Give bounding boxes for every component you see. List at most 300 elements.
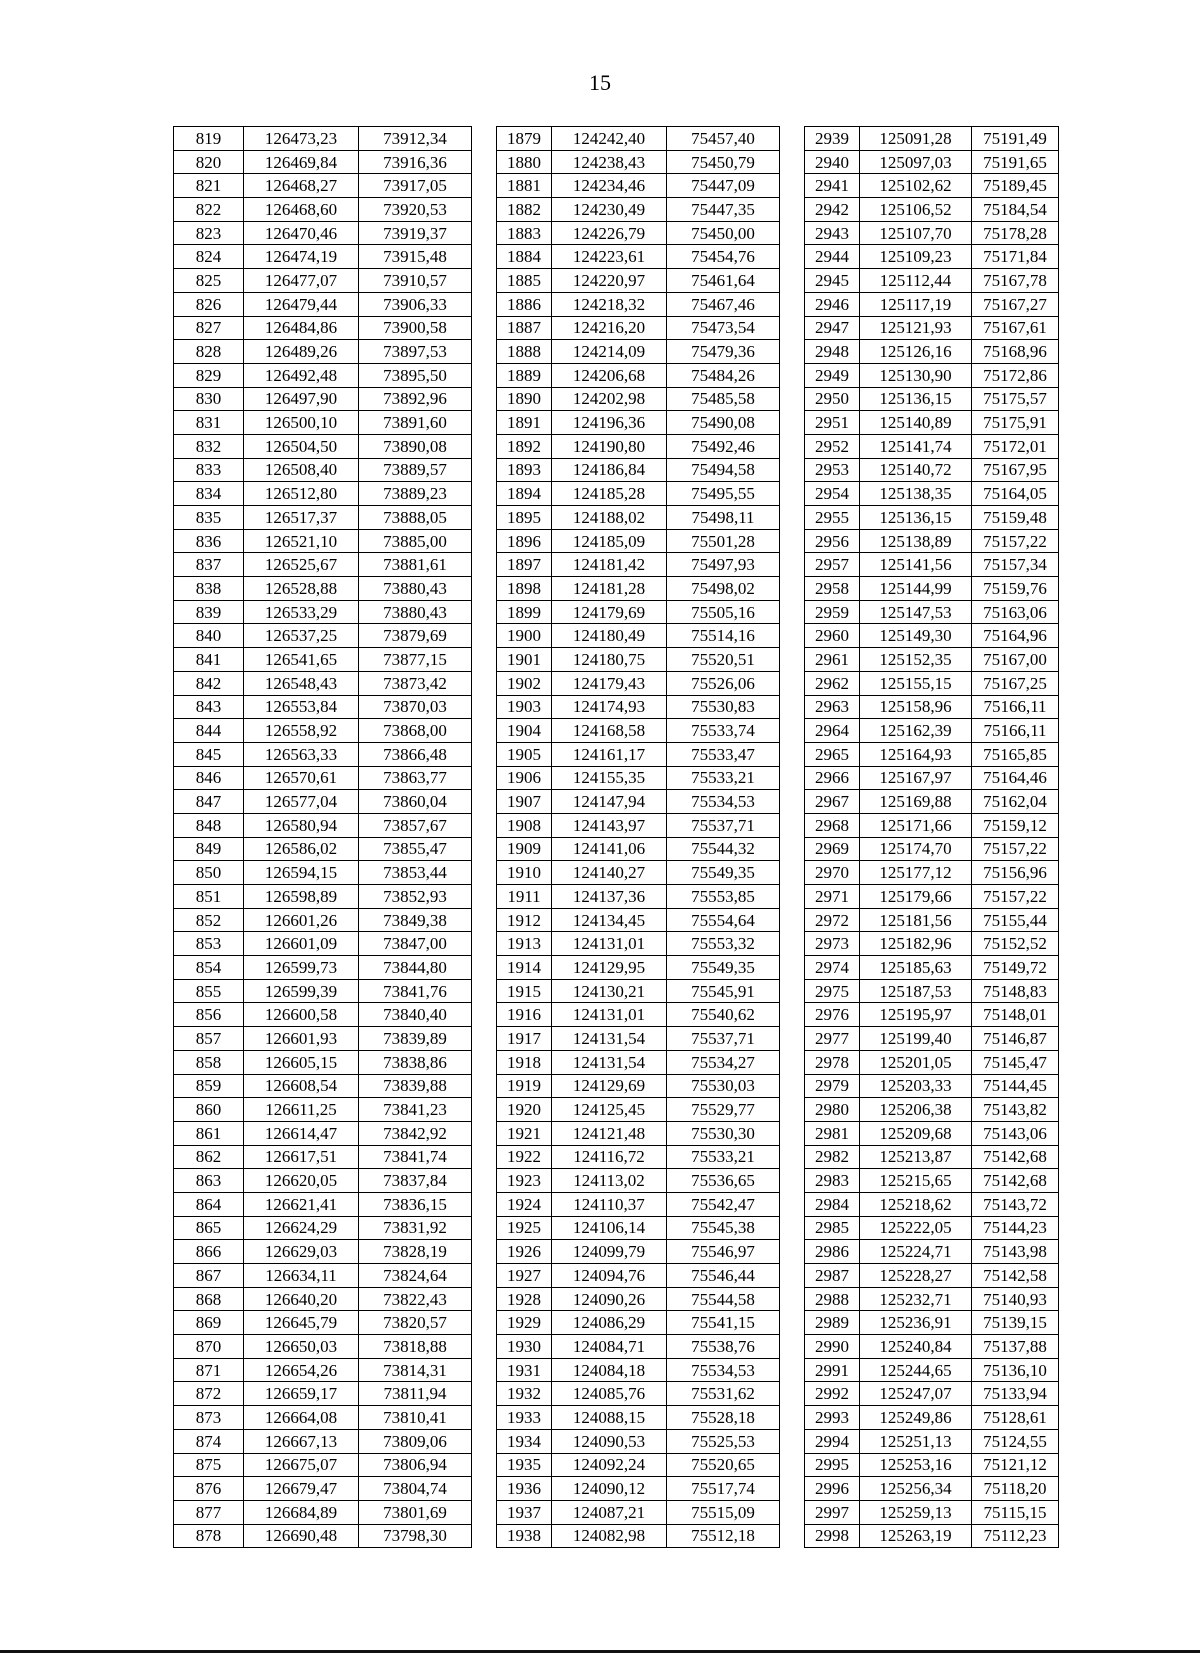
point-number-cell: 1903 bbox=[497, 695, 552, 719]
point-number-cell: 1879 bbox=[497, 127, 552, 151]
x-coordinate-cell: 126594,15 bbox=[244, 861, 359, 885]
point-number-cell: 1908 bbox=[497, 813, 552, 837]
point-number-cell: 2995 bbox=[805, 1453, 860, 1477]
y-coordinate-cell: 73860,04 bbox=[359, 790, 472, 814]
x-coordinate-cell: 126611,25 bbox=[244, 1098, 359, 1122]
x-coordinate-cell: 126600,58 bbox=[244, 1003, 359, 1027]
point-number-cell: 2968 bbox=[805, 813, 860, 837]
point-number-cell: 1935 bbox=[497, 1453, 552, 1477]
table-row bbox=[174, 813, 1059, 837]
point-number-cell: 2959 bbox=[805, 600, 860, 624]
column-separator bbox=[780, 648, 805, 672]
point-number-cell: 2962 bbox=[805, 671, 860, 695]
table-row bbox=[174, 600, 1059, 624]
point-number-cell: 849 bbox=[174, 837, 244, 861]
x-coordinate-cell: 124085,76 bbox=[552, 1382, 667, 1406]
table-row bbox=[174, 506, 1059, 530]
y-coordinate-cell: 75155,44 bbox=[972, 908, 1059, 932]
y-coordinate-cell: 75162,04 bbox=[972, 790, 1059, 814]
column-separator bbox=[472, 956, 497, 980]
column-separator bbox=[780, 1453, 805, 1477]
x-coordinate-cell: 125215,65 bbox=[860, 1169, 972, 1193]
point-number-cell: 1892 bbox=[497, 434, 552, 458]
x-coordinate-cell: 124238,43 bbox=[552, 150, 667, 174]
x-coordinate-cell: 126690,48 bbox=[244, 1524, 359, 1548]
x-coordinate-cell: 125195,97 bbox=[860, 1003, 972, 1027]
x-coordinate-cell: 126675,07 bbox=[244, 1453, 359, 1477]
x-coordinate-cell: 125240,84 bbox=[860, 1335, 972, 1359]
x-coordinate-cell: 126667,13 bbox=[244, 1429, 359, 1453]
table-row bbox=[174, 1074, 1059, 1098]
point-number-cell: 1905 bbox=[497, 742, 552, 766]
column-separator bbox=[472, 529, 497, 553]
point-number-cell: 2954 bbox=[805, 482, 860, 506]
y-coordinate-cell: 73801,69 bbox=[359, 1500, 472, 1524]
x-coordinate-cell: 126500,10 bbox=[244, 411, 359, 435]
point-number-cell: 2989 bbox=[805, 1311, 860, 1335]
x-coordinate-cell: 126650,03 bbox=[244, 1335, 359, 1359]
x-coordinate-cell: 125206,38 bbox=[860, 1098, 972, 1122]
y-coordinate-cell: 75157,22 bbox=[972, 529, 1059, 553]
y-coordinate-cell: 75145,47 bbox=[972, 1050, 1059, 1074]
column-separator bbox=[780, 198, 805, 222]
column-separator bbox=[472, 695, 497, 719]
x-coordinate-cell: 124223,61 bbox=[552, 245, 667, 269]
column-separator bbox=[472, 553, 497, 577]
point-number-cell: 2971 bbox=[805, 885, 860, 909]
column-separator bbox=[472, 932, 497, 956]
x-coordinate-cell: 125138,89 bbox=[860, 529, 972, 553]
y-coordinate-cell: 75447,35 bbox=[667, 198, 780, 222]
y-coordinate-cell: 75492,46 bbox=[667, 434, 780, 458]
point-number-cell: 2974 bbox=[805, 956, 860, 980]
y-coordinate-cell: 75498,11 bbox=[667, 506, 780, 530]
x-coordinate-cell: 126497,90 bbox=[244, 387, 359, 411]
point-number-cell: 877 bbox=[174, 1500, 244, 1524]
point-number-cell: 845 bbox=[174, 742, 244, 766]
point-number-cell: 841 bbox=[174, 648, 244, 672]
table-row bbox=[174, 1050, 1059, 1074]
column-separator bbox=[780, 932, 805, 956]
y-coordinate-cell: 75553,32 bbox=[667, 932, 780, 956]
x-coordinate-cell: 125174,70 bbox=[860, 837, 972, 861]
x-coordinate-cell: 126508,40 bbox=[244, 458, 359, 482]
column-separator bbox=[472, 1074, 497, 1098]
x-coordinate-cell: 124147,94 bbox=[552, 790, 667, 814]
x-coordinate-cell: 124130,21 bbox=[552, 979, 667, 1003]
x-coordinate-cell: 125224,71 bbox=[860, 1240, 972, 1264]
point-number-cell: 876 bbox=[174, 1477, 244, 1501]
y-coordinate-cell: 75546,44 bbox=[667, 1264, 780, 1288]
point-number-cell: 852 bbox=[174, 908, 244, 932]
y-coordinate-cell: 75140,93 bbox=[972, 1287, 1059, 1311]
x-coordinate-cell: 124088,15 bbox=[552, 1406, 667, 1430]
point-number-cell: 2984 bbox=[805, 1192, 860, 1216]
point-number-cell: 1895 bbox=[497, 506, 552, 530]
x-coordinate-cell: 126484,86 bbox=[244, 316, 359, 340]
point-number-cell: 821 bbox=[174, 174, 244, 198]
y-coordinate-cell: 73910,57 bbox=[359, 269, 472, 293]
column-separator bbox=[780, 506, 805, 530]
point-number-cell: 1891 bbox=[497, 411, 552, 435]
point-number-cell: 1933 bbox=[497, 1406, 552, 1430]
x-coordinate-cell: 126634,11 bbox=[244, 1264, 359, 1288]
table-row bbox=[174, 956, 1059, 980]
y-coordinate-cell: 75525,53 bbox=[667, 1429, 780, 1453]
x-coordinate-cell: 124129,95 bbox=[552, 956, 667, 980]
x-coordinate-cell: 124084,18 bbox=[552, 1358, 667, 1382]
table-row bbox=[174, 671, 1059, 695]
y-coordinate-cell: 75526,06 bbox=[667, 671, 780, 695]
y-coordinate-cell: 75143,98 bbox=[972, 1240, 1059, 1264]
y-coordinate-cell: 73919,37 bbox=[359, 221, 472, 245]
y-coordinate-cell: 75159,76 bbox=[972, 577, 1059, 601]
column-separator bbox=[472, 363, 497, 387]
table-row bbox=[174, 766, 1059, 790]
point-number-cell: 824 bbox=[174, 245, 244, 269]
x-coordinate-cell: 124125,45 bbox=[552, 1098, 667, 1122]
y-coordinate-cell: 75450,79 bbox=[667, 150, 780, 174]
column-separator bbox=[780, 1216, 805, 1240]
point-number-cell: 1911 bbox=[497, 885, 552, 909]
y-coordinate-cell: 73917,05 bbox=[359, 174, 472, 198]
x-coordinate-cell: 126601,09 bbox=[244, 932, 359, 956]
x-coordinate-cell: 125185,63 bbox=[860, 956, 972, 980]
point-number-cell: 836 bbox=[174, 529, 244, 553]
x-coordinate-cell: 124226,79 bbox=[552, 221, 667, 245]
x-coordinate-cell: 124090,53 bbox=[552, 1429, 667, 1453]
point-number-cell: 2972 bbox=[805, 908, 860, 932]
x-coordinate-cell: 126570,61 bbox=[244, 766, 359, 790]
column-separator bbox=[780, 742, 805, 766]
x-coordinate-cell: 124185,28 bbox=[552, 482, 667, 506]
x-coordinate-cell: 125169,88 bbox=[860, 790, 972, 814]
y-coordinate-cell: 73866,48 bbox=[359, 742, 472, 766]
column-separator bbox=[780, 719, 805, 743]
x-coordinate-cell: 125130,90 bbox=[860, 363, 972, 387]
point-number-cell: 830 bbox=[174, 387, 244, 411]
x-coordinate-cell: 125097,03 bbox=[860, 150, 972, 174]
table-row bbox=[174, 1382, 1059, 1406]
point-number-cell: 2976 bbox=[805, 1003, 860, 1027]
x-coordinate-cell: 125117,19 bbox=[860, 292, 972, 316]
table-row bbox=[174, 292, 1059, 316]
y-coordinate-cell: 73842,92 bbox=[359, 1121, 472, 1145]
table-row bbox=[174, 979, 1059, 1003]
point-number-cell: 1913 bbox=[497, 932, 552, 956]
column-separator bbox=[472, 150, 497, 174]
column-separator bbox=[472, 127, 497, 151]
point-number-cell: 2969 bbox=[805, 837, 860, 861]
table-row bbox=[174, 908, 1059, 932]
point-number-cell: 871 bbox=[174, 1358, 244, 1382]
point-number-cell: 1923 bbox=[497, 1169, 552, 1193]
column-separator bbox=[780, 1145, 805, 1169]
y-coordinate-cell: 73831,92 bbox=[359, 1216, 472, 1240]
column-separator bbox=[472, 600, 497, 624]
x-coordinate-cell: 125155,15 bbox=[860, 671, 972, 695]
y-coordinate-cell: 75143,72 bbox=[972, 1192, 1059, 1216]
point-number-cell: 2979 bbox=[805, 1074, 860, 1098]
point-number-cell: 838 bbox=[174, 577, 244, 601]
point-number-cell: 1897 bbox=[497, 553, 552, 577]
point-number-cell: 2956 bbox=[805, 529, 860, 553]
table-row bbox=[174, 553, 1059, 577]
y-coordinate-cell: 73822,43 bbox=[359, 1287, 472, 1311]
y-coordinate-cell: 75149,72 bbox=[972, 956, 1059, 980]
y-coordinate-cell: 75533,47 bbox=[667, 742, 780, 766]
y-coordinate-cell: 73806,94 bbox=[359, 1453, 472, 1477]
column-separator bbox=[780, 790, 805, 814]
x-coordinate-cell: 124141,06 bbox=[552, 837, 667, 861]
column-separator bbox=[472, 861, 497, 885]
column-separator bbox=[472, 434, 497, 458]
column-separator bbox=[472, 1145, 497, 1169]
x-coordinate-cell: 124186,84 bbox=[552, 458, 667, 482]
column-separator bbox=[780, 671, 805, 695]
point-number-cell: 2950 bbox=[805, 387, 860, 411]
x-coordinate-cell: 126654,26 bbox=[244, 1358, 359, 1382]
y-coordinate-cell: 75479,36 bbox=[667, 340, 780, 364]
x-coordinate-cell: 125179,66 bbox=[860, 885, 972, 909]
point-number-cell: 878 bbox=[174, 1524, 244, 1548]
point-number-cell: 2960 bbox=[805, 624, 860, 648]
y-coordinate-cell: 75139,15 bbox=[972, 1311, 1059, 1335]
column-separator bbox=[472, 292, 497, 316]
y-coordinate-cell: 75501,28 bbox=[667, 529, 780, 553]
y-coordinate-cell: 73852,93 bbox=[359, 885, 472, 909]
table-row bbox=[174, 885, 1059, 909]
x-coordinate-cell: 124242,40 bbox=[552, 127, 667, 151]
point-number-cell: 855 bbox=[174, 979, 244, 1003]
y-coordinate-cell: 75473,54 bbox=[667, 316, 780, 340]
x-coordinate-cell: 125164,93 bbox=[860, 742, 972, 766]
column-separator bbox=[472, 719, 497, 743]
table-row bbox=[174, 932, 1059, 956]
x-coordinate-cell: 124131,01 bbox=[552, 932, 667, 956]
point-number-cell: 1904 bbox=[497, 719, 552, 743]
y-coordinate-cell: 73814,31 bbox=[359, 1358, 472, 1382]
point-number-cell: 839 bbox=[174, 600, 244, 624]
point-number-cell: 857 bbox=[174, 1027, 244, 1051]
column-separator bbox=[472, 1264, 497, 1288]
point-number-cell: 1901 bbox=[497, 648, 552, 672]
point-number-cell: 851 bbox=[174, 885, 244, 909]
x-coordinate-cell: 126473,23 bbox=[244, 127, 359, 151]
x-coordinate-cell: 126601,26 bbox=[244, 908, 359, 932]
y-coordinate-cell: 75546,97 bbox=[667, 1240, 780, 1264]
table-row bbox=[174, 411, 1059, 435]
point-number-cell: 1912 bbox=[497, 908, 552, 932]
y-coordinate-cell: 73809,06 bbox=[359, 1429, 472, 1453]
column-separator bbox=[472, 1192, 497, 1216]
y-coordinate-cell: 73888,05 bbox=[359, 506, 472, 530]
x-coordinate-cell: 124099,79 bbox=[552, 1240, 667, 1264]
table-row bbox=[174, 150, 1059, 174]
x-coordinate-cell: 126468,27 bbox=[244, 174, 359, 198]
table-row bbox=[174, 624, 1059, 648]
point-number-cell: 828 bbox=[174, 340, 244, 364]
point-number-cell: 827 bbox=[174, 316, 244, 340]
table-row bbox=[174, 127, 1059, 151]
column-separator bbox=[780, 861, 805, 885]
point-number-cell: 2943 bbox=[805, 221, 860, 245]
x-coordinate-cell: 126629,03 bbox=[244, 1240, 359, 1264]
y-coordinate-cell: 75157,34 bbox=[972, 553, 1059, 577]
column-separator bbox=[472, 340, 497, 364]
x-coordinate-cell: 124143,97 bbox=[552, 813, 667, 837]
x-coordinate-cell: 126586,02 bbox=[244, 837, 359, 861]
x-coordinate-cell: 125249,86 bbox=[860, 1406, 972, 1430]
table-row bbox=[174, 577, 1059, 601]
y-coordinate-cell: 73798,30 bbox=[359, 1524, 472, 1548]
point-number-cell: 2973 bbox=[805, 932, 860, 956]
y-coordinate-cell: 75167,78 bbox=[972, 269, 1059, 293]
point-number-cell: 2975 bbox=[805, 979, 860, 1003]
x-coordinate-cell: 125138,35 bbox=[860, 482, 972, 506]
column-separator bbox=[472, 1335, 497, 1359]
x-coordinate-cell: 124180,75 bbox=[552, 648, 667, 672]
y-coordinate-cell: 75157,22 bbox=[972, 885, 1059, 909]
x-coordinate-cell: 124092,24 bbox=[552, 1453, 667, 1477]
y-coordinate-cell: 75545,38 bbox=[667, 1216, 780, 1240]
point-number-cell: 1880 bbox=[497, 150, 552, 174]
y-coordinate-cell: 73891,60 bbox=[359, 411, 472, 435]
table-row bbox=[174, 434, 1059, 458]
x-coordinate-cell: 125136,15 bbox=[860, 506, 972, 530]
point-number-cell: 1915 bbox=[497, 979, 552, 1003]
x-coordinate-cell: 126580,94 bbox=[244, 813, 359, 837]
column-separator bbox=[472, 458, 497, 482]
x-coordinate-cell: 126684,89 bbox=[244, 1500, 359, 1524]
point-number-cell: 853 bbox=[174, 932, 244, 956]
column-separator bbox=[780, 221, 805, 245]
point-number-cell: 1918 bbox=[497, 1050, 552, 1074]
point-number-cell: 2955 bbox=[805, 506, 860, 530]
x-coordinate-cell: 125102,62 bbox=[860, 174, 972, 198]
y-coordinate-cell: 75142,68 bbox=[972, 1169, 1059, 1193]
x-coordinate-cell: 125107,70 bbox=[860, 221, 972, 245]
column-separator bbox=[780, 529, 805, 553]
point-number-cell: 1929 bbox=[497, 1311, 552, 1335]
x-coordinate-cell: 125213,87 bbox=[860, 1145, 972, 1169]
point-number-cell: 2970 bbox=[805, 861, 860, 885]
column-separator bbox=[780, 1027, 805, 1051]
column-separator bbox=[780, 1358, 805, 1382]
table-row bbox=[174, 1429, 1059, 1453]
point-number-cell: 854 bbox=[174, 956, 244, 980]
column-separator bbox=[472, 790, 497, 814]
point-number-cell: 1886 bbox=[497, 292, 552, 316]
point-number-cell: 1902 bbox=[497, 671, 552, 695]
y-coordinate-cell: 75467,46 bbox=[667, 292, 780, 316]
table-row bbox=[174, 363, 1059, 387]
x-coordinate-cell: 126521,10 bbox=[244, 529, 359, 553]
x-coordinate-cell: 124220,97 bbox=[552, 269, 667, 293]
y-coordinate-cell: 73811,94 bbox=[359, 1382, 472, 1406]
point-number-cell: 1936 bbox=[497, 1477, 552, 1501]
y-coordinate-cell: 75530,30 bbox=[667, 1121, 780, 1145]
column-separator bbox=[472, 766, 497, 790]
x-coordinate-cell: 125201,05 bbox=[860, 1050, 972, 1074]
column-separator bbox=[780, 150, 805, 174]
y-coordinate-cell: 75148,01 bbox=[972, 1003, 1059, 1027]
y-coordinate-cell: 73838,86 bbox=[359, 1050, 472, 1074]
point-number-cell: 874 bbox=[174, 1429, 244, 1453]
table-row bbox=[174, 482, 1059, 506]
y-coordinate-cell: 75538,76 bbox=[667, 1335, 780, 1359]
page-number: 15 bbox=[589, 70, 611, 95]
x-coordinate-cell: 125222,05 bbox=[860, 1216, 972, 1240]
point-number-cell: 2940 bbox=[805, 150, 860, 174]
point-number-cell: 1896 bbox=[497, 529, 552, 553]
table-row bbox=[174, 221, 1059, 245]
table-row bbox=[174, 1406, 1059, 1430]
y-coordinate-cell: 75143,82 bbox=[972, 1098, 1059, 1122]
point-number-cell: 840 bbox=[174, 624, 244, 648]
column-separator bbox=[780, 1240, 805, 1264]
x-coordinate-cell: 126537,25 bbox=[244, 624, 359, 648]
y-coordinate-cell: 73890,08 bbox=[359, 434, 472, 458]
column-separator bbox=[780, 695, 805, 719]
column-separator bbox=[472, 1500, 497, 1524]
x-coordinate-cell: 125141,56 bbox=[860, 553, 972, 577]
x-coordinate-cell: 124196,36 bbox=[552, 411, 667, 435]
x-coordinate-cell: 125259,13 bbox=[860, 1500, 972, 1524]
x-coordinate-cell: 126477,07 bbox=[244, 269, 359, 293]
point-number-cell: 2942 bbox=[805, 198, 860, 222]
x-coordinate-cell: 126470,46 bbox=[244, 221, 359, 245]
point-number-cell: 1910 bbox=[497, 861, 552, 885]
y-coordinate-cell: 75164,46 bbox=[972, 766, 1059, 790]
point-number-cell: 859 bbox=[174, 1074, 244, 1098]
column-separator bbox=[780, 1074, 805, 1098]
point-number-cell: 847 bbox=[174, 790, 244, 814]
x-coordinate-cell: 124181,28 bbox=[552, 577, 667, 601]
table-row bbox=[174, 1169, 1059, 1193]
y-coordinate-cell: 75534,53 bbox=[667, 1358, 780, 1382]
column-separator bbox=[472, 1477, 497, 1501]
y-coordinate-cell: 75490,08 bbox=[667, 411, 780, 435]
point-number-cell: 872 bbox=[174, 1382, 244, 1406]
x-coordinate-cell: 125158,96 bbox=[860, 695, 972, 719]
table-row bbox=[174, 1311, 1059, 1335]
x-coordinate-cell: 125109,23 bbox=[860, 245, 972, 269]
y-coordinate-cell: 75544,58 bbox=[667, 1287, 780, 1311]
y-coordinate-cell: 73839,88 bbox=[359, 1074, 472, 1098]
table-row bbox=[174, 529, 1059, 553]
point-number-cell: 862 bbox=[174, 1145, 244, 1169]
y-coordinate-cell: 75553,85 bbox=[667, 885, 780, 909]
x-coordinate-cell: 124131,54 bbox=[552, 1027, 667, 1051]
point-number-cell: 1890 bbox=[497, 387, 552, 411]
column-separator bbox=[472, 1453, 497, 1477]
x-coordinate-cell: 124180,49 bbox=[552, 624, 667, 648]
point-number-cell: 819 bbox=[174, 127, 244, 151]
y-coordinate-cell: 75533,74 bbox=[667, 719, 780, 743]
x-coordinate-cell: 124113,02 bbox=[552, 1169, 667, 1193]
point-number-cell: 835 bbox=[174, 506, 244, 530]
x-coordinate-cell: 124234,46 bbox=[552, 174, 667, 198]
y-coordinate-cell: 75542,47 bbox=[667, 1192, 780, 1216]
y-coordinate-cell: 75515,09 bbox=[667, 1500, 780, 1524]
point-number-cell: 1893 bbox=[497, 458, 552, 482]
y-coordinate-cell: 73915,48 bbox=[359, 245, 472, 269]
point-number-cell: 820 bbox=[174, 150, 244, 174]
x-coordinate-cell: 124181,42 bbox=[552, 553, 667, 577]
y-coordinate-cell: 75533,21 bbox=[667, 1145, 780, 1169]
column-separator bbox=[780, 908, 805, 932]
